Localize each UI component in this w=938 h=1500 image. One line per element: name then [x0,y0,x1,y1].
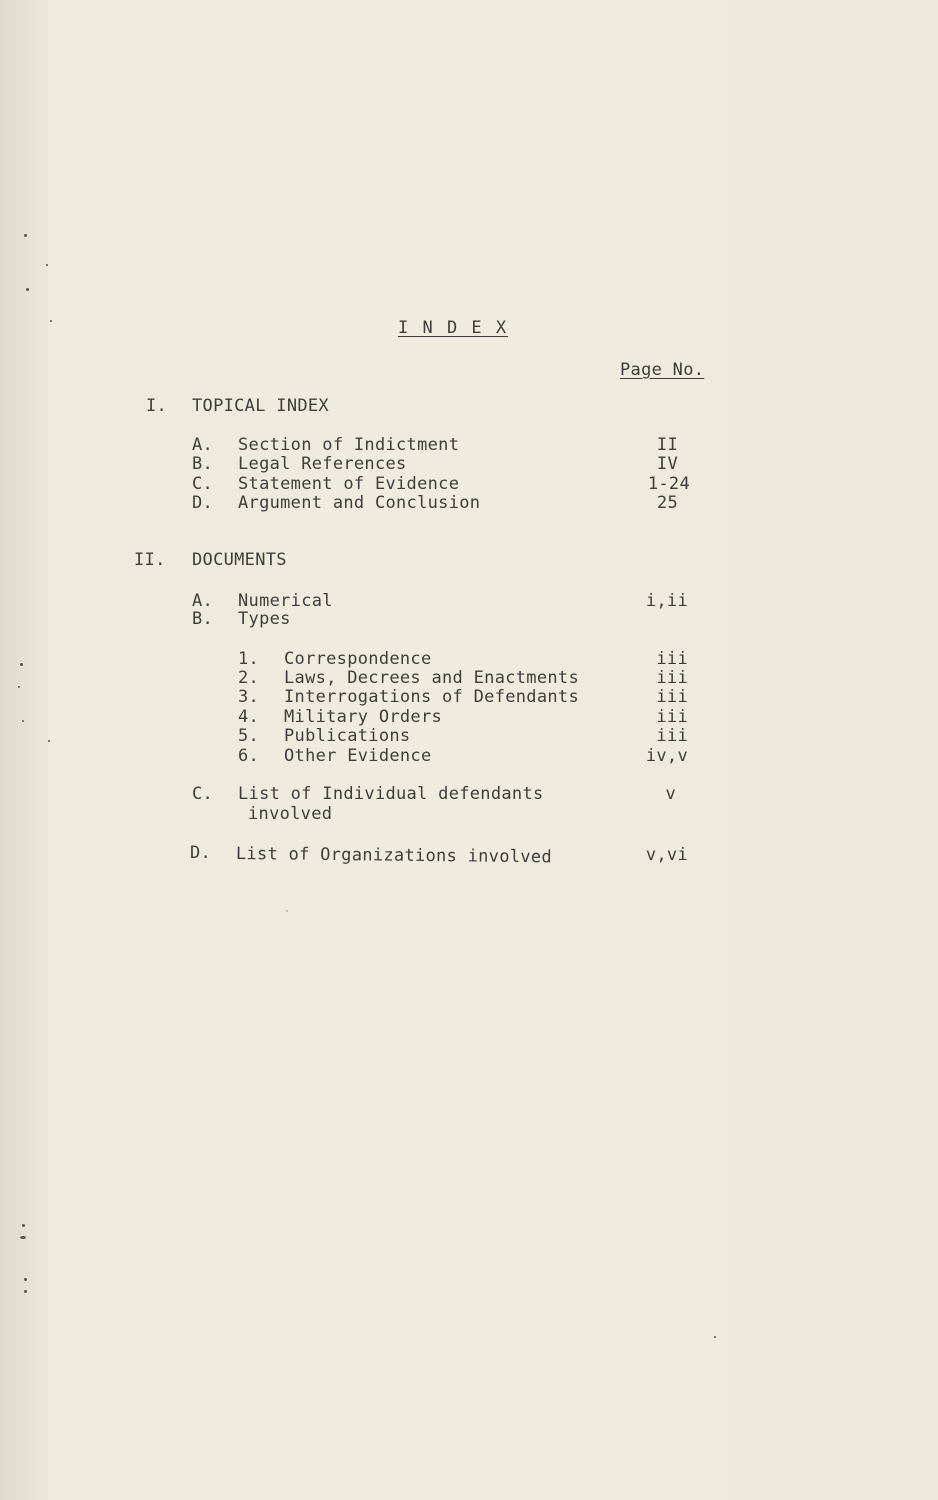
entry-letter: D. [190,843,212,863]
type-label: Laws, Decrees and Enactments [284,668,579,688]
entry-label: Section of Indictment [238,435,460,455]
scan-speck [286,910,288,912]
section-heading: TOPICAL INDEX [192,396,329,416]
entry-letter: C. [192,474,214,494]
scan-speck [50,320,52,322]
type-number: 6. [238,746,260,766]
type-label: Other Evidence [284,746,432,766]
type-label: Military Orders [284,707,443,727]
entry-page: i,ii [645,591,688,611]
scan-speck [24,234,27,237]
type-page: iv,v [645,746,688,766]
entry-page: II [656,435,678,455]
entry-letter: B. [192,454,214,474]
type-number: 1. [238,649,260,669]
type-number: 3. [238,687,260,707]
scan-speck [48,740,50,742]
scan-speck [26,288,29,291]
section-heading: DOCUMENTS [192,550,287,570]
type-page: iii [656,707,688,727]
type-page: iii [656,726,688,746]
entry-label: Argument and Conclusion [238,493,481,513]
section-numeral: I. [146,396,168,416]
type-number: 4. [238,707,260,727]
entry-page: v [665,784,676,804]
scan-speck [24,1290,27,1293]
scan-speck [20,1236,26,1239]
entry-letter: A. [192,591,214,611]
entry-label: List of Organizations involved [235,844,553,868]
page-title: I N D E X [398,318,509,338]
entry-letter: D. [192,493,214,513]
scan-speck [22,720,24,722]
scan-speck [20,663,23,666]
entry-letter: B. [192,609,214,629]
scan-speck [24,1278,27,1281]
type-page: iii [656,668,688,688]
scan-speck [22,1224,25,1227]
entry-label-continuation: involved [248,804,333,824]
entry-label: Statement of Evidence [238,474,460,494]
type-label: Correspondence [284,649,432,669]
entry-page: 1-24 [647,474,690,494]
page-edge-shadow [0,0,48,1500]
type-label: Interrogations of Defendants [284,687,579,707]
entry-letter: A. [192,435,214,455]
type-number: 2. [238,668,260,688]
scan-speck [714,1336,716,1338]
type-page: iii [656,687,688,707]
scan-speck [18,686,20,688]
section-numeral: II. [134,550,166,570]
type-page: iii [656,649,688,669]
entry-page: v,vi [645,845,688,865]
entry-label: Types [238,609,291,629]
type-number: 5. [238,726,260,746]
entry-page: 25 [656,493,678,513]
scan-speck [46,264,48,266]
entry-page: IV [656,454,678,474]
type-label: Publications [284,726,411,746]
entry-label: Numerical [238,591,333,611]
entry-letter: C. [192,784,214,804]
entry-label: Legal References [238,454,407,474]
entry-label: List of Individual defendants [238,784,544,804]
page-no-header: Page No. [620,360,705,380]
